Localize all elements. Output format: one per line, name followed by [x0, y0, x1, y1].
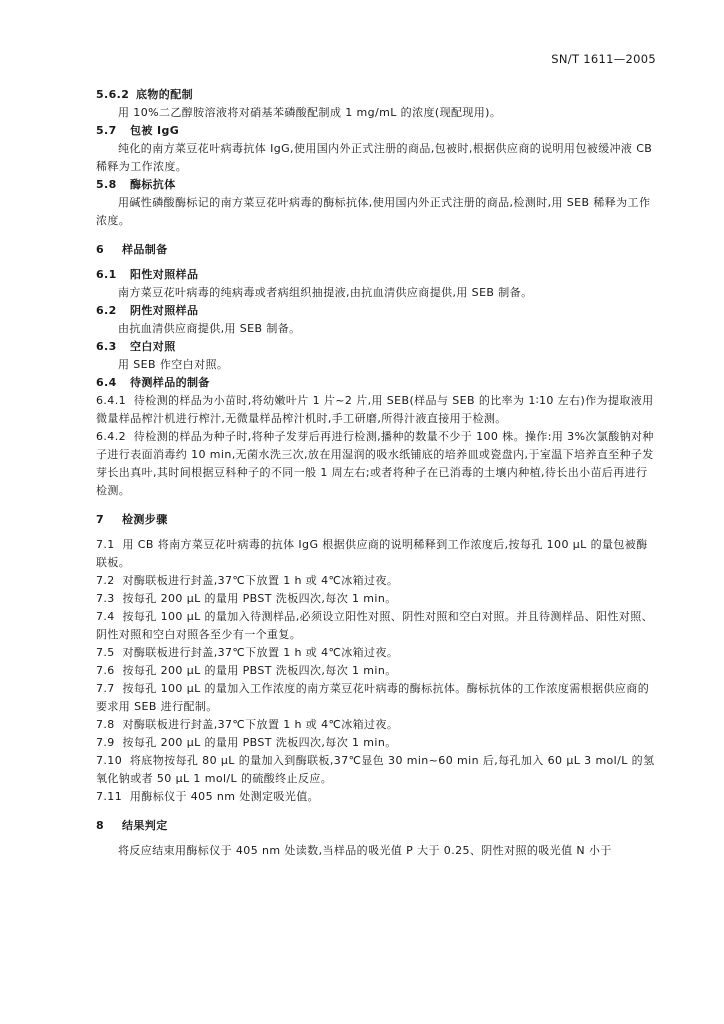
- heading-text: 包被 IgG: [130, 124, 180, 137]
- heading-number: 8: [96, 819, 105, 832]
- paragraph-7-5: [96, 644, 656, 662]
- clause-text: 按每孔 200 μL 的量用 PBST 洗板四次,每次 1 min。: [122, 592, 397, 605]
- paragraph-7-6: [96, 662, 656, 680]
- paragraph-7-3: [96, 590, 656, 608]
- paragraph-5-7: 纯化的南方菜豆花叶病毒抗体 IgG,使用国内外正式注册的商品,包被时,根据供应商的说明用包被缓冲液 CB 稀释为工作浓度。: [96, 142, 653, 173]
- paragraph-7-11: [96, 788, 656, 806]
- heading-number: 6.1: [96, 268, 117, 281]
- clause-number: 7.6: [96, 664, 115, 677]
- paragraph-5-6-2: 用 10%二乙醇胺溶液将对硝基苯磷酸配制成 1 mg/mL 的浓度(现配现用)。: [118, 106, 502, 119]
- heading-text: 阳性对照样品: [130, 268, 199, 281]
- clause-text: 用酶标仪于 405 nm 处测定吸光值。: [129, 790, 320, 803]
- clause-number: 7.5: [96, 646, 115, 659]
- clause-number: 6.4.2: [96, 430, 126, 443]
- heading-5-6-2: [96, 86, 656, 104]
- paragraph-6-3: 用 SEB 作空白对照。: [118, 358, 229, 371]
- heading-number: 6.3: [96, 340, 117, 353]
- heading-5-7: [96, 122, 656, 140]
- clause-text: 对酶联板进行封盖,37℃下放置 1 h 或 4℃冰箱过夜。: [122, 718, 399, 731]
- paragraph-7-9: [96, 734, 656, 752]
- clause-number: 7.1: [96, 538, 115, 551]
- paragraph-7-1: [96, 536, 656, 572]
- heading-number: 6: [96, 243, 105, 256]
- section-6-heading: [96, 241, 656, 259]
- clause-number: 7.8: [96, 718, 115, 731]
- heading-text: 底物的配制: [136, 88, 193, 101]
- heading-6-1: [96, 266, 656, 284]
- paragraph-6-2: 由抗血清供应商提供,用 SEB 制备。: [118, 322, 301, 335]
- heading-number: 6.2: [96, 304, 117, 317]
- clause-number: 7.2: [96, 574, 115, 587]
- heading-number: 6.4: [96, 376, 117, 389]
- paragraph-8: 将反应结束用酶标仪于 405 nm 处读数,当样品的吸光值 P 大于 0.25、阴性对照的吸光值 N 小于: [118, 844, 612, 857]
- clause-text: 按每孔 100 μL 的量加入待测样品,必须设立阳性对照、阴性对照和空白对照。并且待测样品、阳性对照、阴性对照和空白对照各至少有一个重复。: [96, 610, 654, 641]
- standard-code-header: SN/T 1611—2005: [551, 52, 656, 66]
- heading-text: 待测样品的制备: [130, 376, 210, 389]
- heading-number: 7: [96, 513, 105, 526]
- clause-text: 按每孔 200 μL 的量用 PBST 洗板四次,每次 1 min。: [122, 736, 397, 749]
- heading-text: 阴性对照样品: [130, 304, 199, 317]
- section-7-heading: [96, 511, 656, 529]
- paragraph-6-4-1: [96, 392, 656, 428]
- heading-text: 检测步骤: [122, 513, 168, 526]
- clause-number: 7.11: [96, 790, 123, 803]
- clause-number: 6.4.1: [96, 394, 126, 407]
- clause-text: 用 CB 将南方菜豆花叶病毒的抗体 IgG 根据供应商的说明稀释到工作浓度后,按每孔 100 μL 的量包被酶联板。: [96, 538, 648, 569]
- clause-text: 按每孔 100 μL 的量加入工作浓度的南方菜豆花叶病毒的酶标抗体。酶标抗体的工作浓度需根据供应商的要求用 SEB 进行配制。: [96, 682, 650, 713]
- paragraph-6-4-2: [96, 428, 656, 500]
- paragraph-7-7: [96, 680, 656, 716]
- section-8-heading: [96, 817, 656, 835]
- clause-number: 7.7: [96, 682, 115, 695]
- heading-6-3: [96, 338, 656, 356]
- paragraph-7-8: [96, 716, 656, 734]
- paragraph-5-8: 用碱性磷酸酶标记的南方菜豆花叶病毒的酶标抗体,使用国内外正式注册的商品,检测时,用 SEB 稀释为工作浓度。: [96, 196, 651, 227]
- paragraph-7-10: [96, 752, 656, 788]
- paragraph-6-1: 南方菜豆花叶病毒的纯病毒或者病组织抽提液,由抗血清供应商提供,用 SEB 制备。: [118, 286, 533, 299]
- paragraph-7-4: [96, 608, 656, 644]
- heading-number: 5.8: [96, 178, 117, 191]
- heading-number: 5.7: [96, 124, 117, 137]
- clause-text: 待检测的样品为小苗时,将幼嫩叶片 1 片~2 片,用 SEB(样品与 SEB 的比率为 1∶10 左右)作为提取液用微量样品榨汁机进行榨汁,无微量样品榨汁机时,手工研磨,所得汁液直接用于检测。: [96, 394, 654, 425]
- heading-text: 空白对照: [130, 340, 176, 353]
- document-body: [96, 86, 656, 860]
- clause-text: 对酶联板进行封盖,37℃下放置 1 h 或 4℃冰箱过夜。: [122, 646, 399, 659]
- clause-text: 按每孔 200 μL 的量用 PBST 洗板四次,每次 1 min。: [122, 664, 397, 677]
- clause-number: 7.4: [96, 610, 115, 623]
- heading-5-8: [96, 176, 656, 194]
- clause-number: 7.10: [96, 754, 123, 767]
- paragraph-7-2: [96, 572, 656, 590]
- clause-number: 7.3: [96, 592, 115, 605]
- clause-number: 7.9: [96, 736, 115, 749]
- clause-text: 将底物按每孔 80 μL 的量加入到酶联板,37℃显色 30 min~60 min 后,每孔加入 60 μL 3 mol/L 的氢氧化钠或者 50 μL 1 mol/L 的硫酸终止反应。: [96, 754, 655, 785]
- heading-number: 5.6.2: [96, 88, 130, 101]
- heading-6-2: [96, 302, 656, 320]
- heading-text: 酶标抗体: [130, 178, 176, 191]
- clause-text: 待检测的样品为种子时,将种子发芽后再进行检测,播种的数量不少于 100 株。操作:用 3%次氯酸钠对种子进行表面消毒约 10 min,无菌水洗三次,放在用湿润的吸水纸铺底的培养皿或瓷盘内,于室温下培养直至种子发芽长出真叶,其时间根据豆科种子的不同一般 1 周左右;或者将种子在已消毒的土壤内种植,待长出小苗后再进行检测。: [96, 430, 654, 497]
- clause-text: 对酶联板进行封盖,37℃下放置 1 h 或 4℃冰箱过夜。: [122, 574, 399, 587]
- heading-text: 样品制备: [122, 243, 168, 256]
- heading-6-4: [96, 374, 656, 392]
- heading-text: 结果判定: [122, 819, 168, 832]
